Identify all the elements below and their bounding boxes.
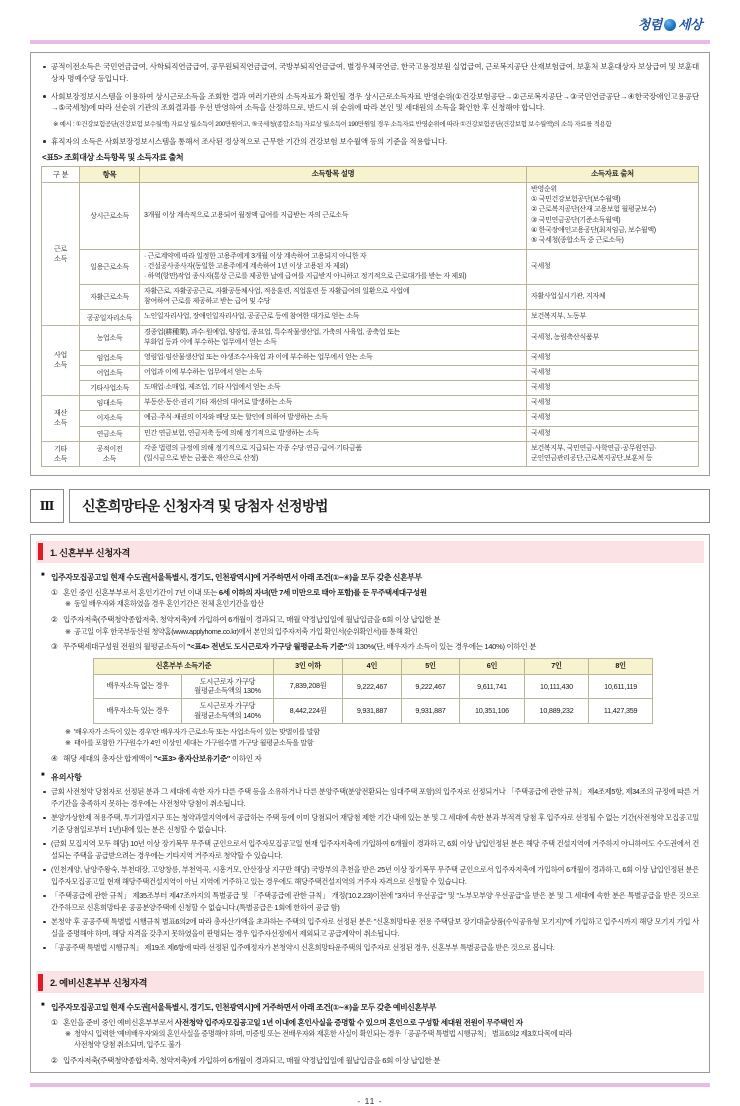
item-text-bold: "<표4> 전년도 도시근로자 가구당 월평균소득 기준" [187,642,348,652]
src-line: 반영순위 [531,185,557,193]
sub-line: 도시근로자 가구당 [199,701,256,711]
cell-value: 9,222,467 [401,674,460,698]
th-size-8: 8인 [589,658,653,674]
accent-bar [38,974,43,991]
src-line: ② 근로복지공단(산재 고용보험 월평균보수) [531,206,656,214]
item-marker: ② [51,615,58,625]
cell-value: 9,222,467 [343,674,402,698]
star-text: 동일 배우자와 재혼하였을 경우 혼인기간은 전체 혼인기간을 합산 [74,599,264,609]
cell-desc: 민간 연금보험, 연금저축 등에 의해 정기적으로 발생하는 소득 [140,426,527,441]
cell-desc: 예금·주식·채권의 이자와 배당 또는 할인에 의하여 발생하는 소득 [140,411,527,426]
item-text-pre: 혼인을 준비 중인 예비신혼부부로서 [63,1018,175,1027]
star-text-line2: 사전청약 당첨 취소되며, 입주도 불가 [74,1040,182,1050]
logo-text-right: 세상 [677,18,702,33]
item-text-bold: "<표3> 총자산보유기준" [153,753,231,763]
table-row [42,396,699,411]
section-title: 신혼희망타운 신청자격 및 당첨자 선정방법 [69,489,710,523]
cell-category: 사업 소득 [42,325,80,396]
item-marker: ③ [51,642,58,652]
item-text-pre: 해당 세대의 총자산 합계액이 [63,753,154,763]
desc-line: · 건설공사종사자(동일한 고용주에게 계속하여 1년 이상 고용된 자 제외) [144,262,348,270]
table-row [42,325,699,350]
page-number: - 11 - [357,1096,383,1106]
subsection-1-body [31,563,709,965]
sub2-item-1 [41,1017,699,1028]
item-text: 입주자저축(주택청약종합저축, 청약저축)에 가입하여 6개월이 경과되고, 매월 약정납입일에 월납입금을 6회 이상 납입한 분 [63,1055,441,1065]
cell-item: 공공일자리소득 [80,310,140,325]
desc-line: · 하역(항만)작업 종사자(통상 근로를 제공한 날에 급여를 지급받지 아니하고 정기적으로 근로대가를 받는 자 제외) [144,273,467,281]
top-notes-box [30,52,710,476]
subsection-2-label: 2. 예비신혼부부 신청자격 [50,978,148,988]
cell-source: 국세청 [527,249,699,284]
logo-text-left: 청렴 [637,18,662,33]
table-row [94,699,653,723]
src-line: ④ 한국장애인고용공단(최저임금, 보수월액) [531,227,656,235]
sub2-item-2 [41,1055,699,1066]
item-marker: ④ [51,753,58,763]
item-marker: ① [51,1018,58,1027]
table-row [42,426,699,441]
cell-item: 연금소득 [80,426,140,441]
star-text: 공고일 이후 한국부동산원 청약홈(www.applyhome.co.kr)에서 본인의 입주자저축 가입 확인서(순위확인서)를 통해 확인 [74,626,418,636]
cell-desc [140,325,527,350]
masthead [30,0,710,40]
sub-line: 월평균소득액의 140% [194,710,261,720]
desc-line: · 근로계약에 따라 일정한 고용주에게 3개월 이상 계속하여 고용되지 아니한 자 [144,252,367,260]
cell-source: 국세청 [527,411,699,426]
cell-category: 재산 소득 [42,396,80,441]
src-line: 군인연금관리공단,근로복지공단,보훈처 등 [531,454,653,462]
cell-source: 보건복지부, 노동부 [527,310,699,325]
th-source: 소득자료 출처 [527,166,699,182]
th-size-5: 5인 [401,658,460,674]
item-text-pre: 혼인 중인 신혼부부로서 혼인기간이 7년 이내 또는 [63,587,219,597]
table-row [42,411,699,426]
th-size-3: 3인 이하 [274,658,343,674]
caution-item: 금회 사전청약 당첨자로 선정된 분과 그 세대에 속한 자가 다른 주택 등을 소유하거나 다른 분양주택(분양전환되는 임대주택 포함)의 입주자로 선정되거나 「주택공급에 관한 규칙」 제4조제5항, 제34조의 규정에 따른 거주기간을 충족하지 못하는 경우에는 사전청약 당첨이 취소됩니다. [41,786,699,809]
cell-row-label: 배우자소득 없는 경우 [94,674,182,698]
cell-item: 기타사업소득 [80,381,140,396]
item-text-post: 를 둔 무주택세대구성원 [353,587,427,597]
cell-desc [140,441,527,466]
subsection-header-1 [36,541,704,563]
cell-value: 9,931,887 [343,699,402,723]
th-income-standard: 신혼부부 소득기준 [94,658,274,674]
cell-value: 10,351,106 [460,699,525,723]
cell-item: 어업소득 [80,366,140,381]
note-bullet: 공적이전소득은 국민연금급여, 사학퇴직연금급여, 공무원퇴직연금급여, 국방부퇴직연금급여, 별정우체국연금, 한국고용정보원 실업급여, 근로복지공단 산재보험급여, 보훈처 보훈대상자 보상급여 및 보훈대상자 명예수당 등입니다. [41,61,699,85]
cell-item: 일용근로소득 [80,249,140,284]
cell-source [527,182,699,249]
th-size-4: 4인 [343,658,402,674]
cell-category: 근로 소득 [42,182,80,325]
cell-desc: 영림업·임산물생산업 또는 야생조수사육업 과 이에 부수하는 업무에서 얻는 소득 [140,350,527,365]
sub2-item-1-note [41,1029,699,1051]
cell-desc [140,249,527,284]
cell-item: 자활근로소득 [80,285,140,310]
sub1-item-4 [41,753,699,764]
cell-desc: 어업과 이에 부수하는 업무에서 얻는 소득 [140,366,527,381]
table-row [42,249,699,284]
table-row [42,441,699,466]
cell-item: 이자소득 [80,411,140,426]
cell-value: 7,839,208원 [274,674,343,698]
subsection-header-2 [36,971,704,993]
cell-source: 국세청 [527,426,699,441]
cell-source [527,441,699,466]
table-row [42,285,699,310]
sub1-intro: ■ 입주자모집공고일 현재 수도권[서울특별시, 경기도, 인천광역시]에 거주하면서 아래 조건(①~④)을 모두 갖춘 신혼부부 [41,572,699,583]
income-source-table [41,166,699,467]
sub1-item-3 [41,641,699,652]
cell-source: 국세청 [527,381,699,396]
sub1-item-1 [41,587,699,598]
sub2-intro: ■ 입주자모집공고일 현재 수도권[서울특별시, 경기도, 인천광역시]에 거주하면서 아래 조건(①~④)을 모두 갖춘 예비신혼부부 [41,1002,699,1013]
desc-line: 참여하여 근로를 제공하고 받는 급여 및 수당 [144,298,271,306]
desc-line: 경종업(耕種業), 과수·원예업, 양잠업, 종묘업, 특수작물생산업, 가축의 사육업, 종축업 또는 [144,328,401,336]
globe-icon [664,19,676,31]
item-text: 입주자저축(주택청약종합저축, 청약저축)에 가입하여 6개월이 경과되고, 매월 약정납입일에 월납입금을 6회 이상 납입한 분 [63,615,441,625]
cell-category: 기타 소득 [42,441,80,466]
cell-source: 국세청 [527,396,699,411]
sub1-item-2 [41,614,699,625]
th-size-7: 7인 [524,658,589,674]
caution-item: 분양가상한제 적용주택, 투기과열지구 또는 청약과열지역에서 공급하는 주택 등에 이미 당첨되어 재당첨 제한 기간 내에 있는 분 및 그 세대에 속한 분과 부적격 당첨 후 입주자로 선정될 수 없는 기간(사전청약 모집공고일 기준 당첨일로부터 1년)내에 있는 분은 신청할 수 없습니다. [41,812,699,835]
sub1-item-2-note [41,627,699,638]
cell-row-label: 배우자소득 있는 경우 [94,699,182,723]
src-line: 보건복지부, 국민연금·사학연금·공무원연금· [531,444,657,452]
table4-note-2 [41,738,699,749]
note-bullet: 휴직자의 소득은 사회보장정보시스템을 통해서 조사된 정상적으로 근무한 기간의 건강보험 보수월액 등의 기준을 적용합니다. [41,136,699,148]
cautions-header: ■ 유의사항 [41,772,699,783]
item-text-post: 이하인 자 [230,753,262,763]
note-example: ※ 예시 : ①건강보험공단(건강보험 보수월액) 자료상 월소득이 200만원이고, ⑤국세청(종합소득) 자료상 월소득이 190만원일 경우 소득자료 반영순위에 따라 ①건강보험공단(건강보험 보수월액)의 소득 자료를 적용함 [41,120,699,130]
item-text-bold: 6세 이하의 자녀(만 7세 미만으로 태아 포함) [218,587,354,597]
item-marker: ① [51,587,58,597]
star-marker: ※ [65,626,71,636]
star-marker: ※ [65,739,71,748]
cell-item: 임업소득 [80,350,140,365]
subsection-1-label: 1. 신혼부부 신청자격 [50,547,130,558]
brand-logo [638,14,702,33]
section-content-box [30,534,710,1073]
item-text-pre: 무주택세대구성원 전원의 월평균소득이 [63,642,188,652]
note-bullet: 사회보장정보시스템을 이용하여 상시근로소득을 조회한 결과 여러기관의 소득자료가 확인될 경우 상시근로소득자료 반영순위(①건강보험공단→②근로복지공단→③국민연금공단→④한국장애인고용공단→⑤국세청)에 따라 선순위 기관의 조회결과를 우선 반영하여 소득을 산정하므로, 반드시 위 순위에 따라 본인 및 세대원의 소득을 확인한 후 신청해야 합니다. [41,91,699,115]
cell-row-sublabel [182,674,274,698]
accent-bar [38,543,43,560]
bottom-divider-rule [30,1083,710,1087]
table-row [42,350,699,365]
desc-line: 부화업 등과 이에 부수하는 업무에서 얻는 소득 [144,338,277,346]
table5-caption: <표5> 조회대상 소득항목 및 소득자료 출처 [42,152,184,162]
table-row [42,310,699,325]
subsection-2-body [31,993,709,1072]
table-row [94,674,653,698]
table5-header-row [42,166,699,182]
cell-source: 자활사업실시기관, 지자체 [527,285,699,310]
income-threshold-table [93,658,653,724]
cell-value: 11,427,359 [589,699,653,723]
cell-item: 공적이전 소득 [80,441,140,466]
cell-value: 10,111,430 [524,674,589,698]
cell-value: 8,442,224원 [274,699,343,723]
section-heading-3 [30,489,710,523]
th-item: 항목 [80,166,140,182]
src-line: ⑤ 국세청(종합소득 중 근로소득) [531,237,624,245]
cell-row-sublabel [182,699,274,723]
cell-value: 10,889,232 [524,699,589,723]
cell-desc: 도매업·소매업, 제조업, 기타 사업에서 얻는 소득 [140,381,527,396]
table4-note-1 [41,727,699,738]
table4-wrapper [93,658,653,724]
desc-line: 각종 법령의 규정에 의해 정기적으로 지급되는 각종 수당·연금·급여·기타금품 [144,444,362,452]
note-text: '배우자가 소득이 있는 경우'란 배우자가 근로소득 또는 사업소득이 있는 맞벌이를 말함 [74,727,320,736]
cell-item: 임대소득 [80,396,140,411]
cell-source: 국세청 [527,350,699,365]
caution-item: (인천계양, 남양주왕숙, 부천대장, 고양창릉, 부천역곡, 시흥거모, 안산장상 지구만 해당) 국방부의 추천을 받은 25년 이상 장기복무 무주택 군인으로서 입주자저축에 가입하여 6개월이 경과하고, 6회 이상 납입인정된 분은 입주자모집공고일 현재 해당주택건설지역이 아닌 지역에 거주하고 있는 경우에도 해당주택건설지역의 거주자 자격으로 신청할 수 있습니다. [41,864,699,887]
cell-desc [140,285,527,310]
top-divider-rule [30,40,710,44]
caution-item: (금회 모집지역 모두 해당) 10년 이상 장기복무 무주택 군인으로서 입주자모집공고일 현재 입주자저축에 가입하여 6개월이 경과하고, 6회 이상 납입인정된 분은 해당 주택 건설지역에 거주하지 아니하여도 수도권에서 건설되는 주택을 공급받으려는 경우에는 기타지역 거주자로 청약할 수 있습니다. [41,838,699,861]
src-line: ③ 국민연금공단(기준소득월액) [531,216,621,224]
star-marker: ※ [65,599,71,609]
cell-item: 농업소득 [80,325,140,350]
caution-item: 「주택공급에 관한 규칙」 제35조부터 제47조까지의 특별공급 및 「주택공급에 관한 규칙」 개정('10.2.23)이전에 "3자녀 우선공급" 및 "노부모부양 우선공급"을 받은 분 및 그 세대에 속한 분은 특별공급을 받은 것으로 간주하므로 신혼희망타운 공공분양주택에 신청할 수 없습니다.(특별공급은 1회에 한하여 공급 함) [41,890,699,913]
cell-desc: 부동산·동산·권리 기타 재산의 대여로 발생하는 소득 [140,396,527,411]
sub1-item-1-note [41,599,699,610]
star-marker: ※ [65,727,71,736]
cell-source: 국세청 [527,366,699,381]
star-marker: ※ [65,1029,71,1039]
item-text-post: 의 130%(단, 배우자가 소득이 있는 경우에는 140%) 이하인 분 [347,642,537,652]
table4-header-row [94,658,653,674]
th-category: 구 분 [42,166,80,182]
sub-line: 도시근로자 가구당 [199,676,256,686]
desc-line: 자활근로, 자활공공근로, 자활공동체사업, 적응훈련, 직업훈련 등 자활급여의 일환으로 사업에 [144,288,410,296]
section-number: Ⅲ [30,489,64,523]
cell-desc: 3개월 이상 계속적으로 고용되어 월정액 급여를 지급받는 자의 근로소득 [140,182,527,249]
cell-desc: 노인일자리사업, 장애인일자리사업, 공공근로 등에 참여한 대가로 얻는 소득 [140,310,527,325]
table-row [42,366,699,381]
table-row [42,182,699,249]
cell-value: 9,611,741 [460,674,525,698]
th-desc: 소득항목 설명 [140,166,527,182]
cell-item: 상시근로소득 [80,182,140,249]
caution-item: 「공공주택 특별법 시행규칙」 제19조 제6항에 따라 선정된 입주예정자가 본청약시 신혼희망타운주택의 입주자로 선정된 경우, 신혼부부 특별공급을 받은 것으로 봅니다. [41,942,699,954]
desc-line: (일시금으로 받는 금품은 재산으로 산정) [144,454,259,462]
sub-line: 월평균소득액의 130% [194,686,261,696]
note-text: 태아를 포함한 가구원수가 4인 이상인 세대는 가구원수별 가구당 월평균소득을 말함 [74,739,314,748]
star-text-line1: 청약시 입력한 '예비배우자'와의 혼인사실을 증명해야 하며, 미증빙 또는 전배우자와 재혼한 사실이 확인되는 경우「공공주택 특별법 시행규칙」 별표6의2 제3호다목에 따라 [74,1029,573,1039]
caution-item: 본청약 후 공공주택 특별법 시행규칙 별표6의2에 따라 총자산가액을 초과하는 주택의 입주자로 선정된 분은 "신혼희망타운 전용 주택담보 장기대출상품(수익공유형 모기지)"에 가입하고 입주시까지 해당 모기지 가입 사실을 증명해야 하며, 해당 자격을 갖추지 못하였을이 판명되는 경우 입주자선정에서 제외되고 공급계약이 취소됩니다. [41,916,699,939]
cell-source: 국세청, 농림축산식품부 [527,325,699,350]
cell-value: 10,611,119 [589,674,653,698]
table-row [42,381,699,396]
th-size-6: 6인 [460,658,525,674]
cell-value: 9,931,887 [401,699,460,723]
item-text-bold: 사전청약 입주자모집공고일 1년 이내에 혼인사실을 증명할 수 있으며 혼인으로 구성할 세대원 전원이 무주택인 자 [174,1018,523,1027]
item-marker: ② [51,1055,58,1065]
src-line: ① 국민건강보험공단(보수월액) [531,195,621,203]
